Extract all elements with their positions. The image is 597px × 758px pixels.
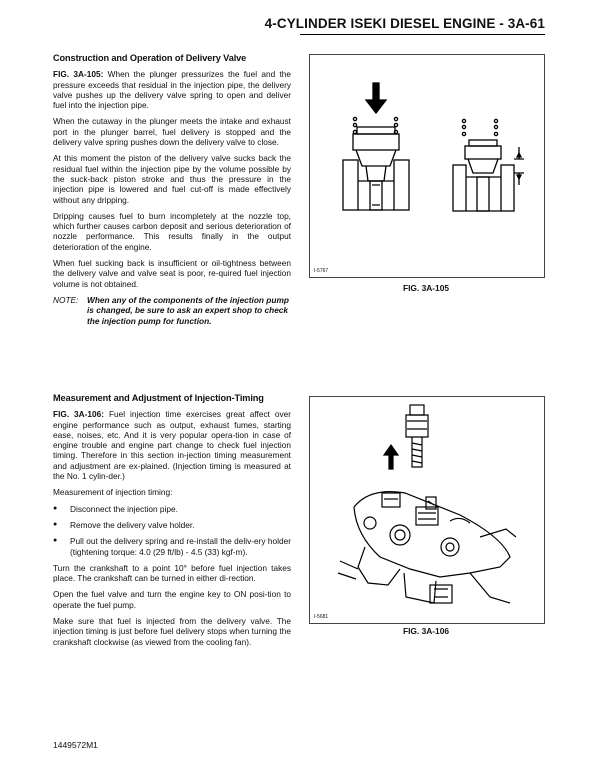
step-list [53,504,291,557]
figure-reference: FIG. 3A-106: [53,409,105,420]
section-injection-timing [53,393,291,653]
paragraph: At this moment the piston of the delivery valve sucks back the residual fuel within the injection pipe by the volume possible by the suck-back piston stroke and thus the pressure in the injection pipe is lowered and fuel cut-off is made effectively without any dripping. [53,153,291,205]
note-text: When any of the components of the injection pump is changed, be sure to ask an expert shop to check the injection pump for function. [87,294,289,326]
paragraph [53,69,291,110]
figure-id: I-5767 [314,268,329,274]
list-item: ● Disconnect the injection pipe. [53,504,291,514]
paragraph: Turn the crankshaft to a point 10° before fuel injection takes place. The crankshaft can be turned in either di-rection. [53,562,291,584]
paragraph-text: When the plunger pressurizes the fuel and the pressure exceeds that residual in the injection pipe, the delivery valve pushes up the delivery valve spring to open and deliver fuel into the injection pipe. [53,69,291,111]
paragraph: When fuel sucking back is insufficient or oil-tightness between the delivery valve and valve seat is poor, re-quired fuel injection volume is not obtained. [53,258,291,289]
paragraph: Dripping causes fuel to burn incompletely at the nozzle top, which further causes carbon deposit and serious deterioration of nozzle performance. This results finally in the output deterioration of the engine. [53,210,291,252]
paragraph: When the cutaway in the plunger meets the intake and exhaust port in the plunger barrel, fuel delivery is stopped and the delivery valve spring pushes down the delivery valve to close. [53,116,291,148]
paragraph: Measurement of injection timing: [53,487,173,498]
figure-injection-timing [309,396,545,624]
page-header [0,14,597,40]
figure-caption: FIG. 3A-106 [402,626,450,636]
injection-pump-illustration [310,397,544,623]
figure-caption: FIG. 3A-105 [402,283,450,293]
figure-reference: FIG. 3A-105: [53,69,104,80]
paragraph [53,409,291,481]
figure-id: I-5681 [314,614,329,620]
section-heading: Construction and Operation of Delivery Valve [53,53,247,63]
list-item: ● Remove the delivery valve holder. [53,520,291,530]
section-heading: Measurement and Adjustment of Injection-Timing [53,393,264,403]
header-rule [300,34,545,35]
page-title: 4-CYLINDER ISEKI DIESEL ENGINE - 3A-61 [264,16,545,31]
paragraph: Make sure that fuel is injected from the delivery valve. The injection timing is just before fuel delivery stops when turning the crankshaft clockwise (as viewed from the cooling fan). [53,616,291,647]
paragraph-text: Fuel injection time exercises great affect over engine performance such as output, exhaust fumes, starting ease, noises, etc. And it is very popular opera-tion in case of engine trouble and engine part change to check fuel injection timing. Therefore in this section in-jection timing measurement and adjustment are ex-plained. (Injection timing is measured at the No. 1 cylin-der.) [53,409,291,482]
paragraph: Open the fuel valve and turn the engine key to ON posi-tion to operate the fuel pump. [53,589,291,610]
delivery-valve-illustration [310,55,544,277]
note-label: NOTE: [53,294,79,305]
figure-delivery-valve [309,54,545,278]
footer-code: 1449572M1 [53,740,98,750]
list-item: ● Pull out the delivery spring and re-install the deliv-ery holder (tightening torque: 4.0 (29 ft/lb) - 4.5 (33) kgf-m). [53,536,291,557]
note [53,295,291,326]
section-delivery-valve [53,53,291,326]
